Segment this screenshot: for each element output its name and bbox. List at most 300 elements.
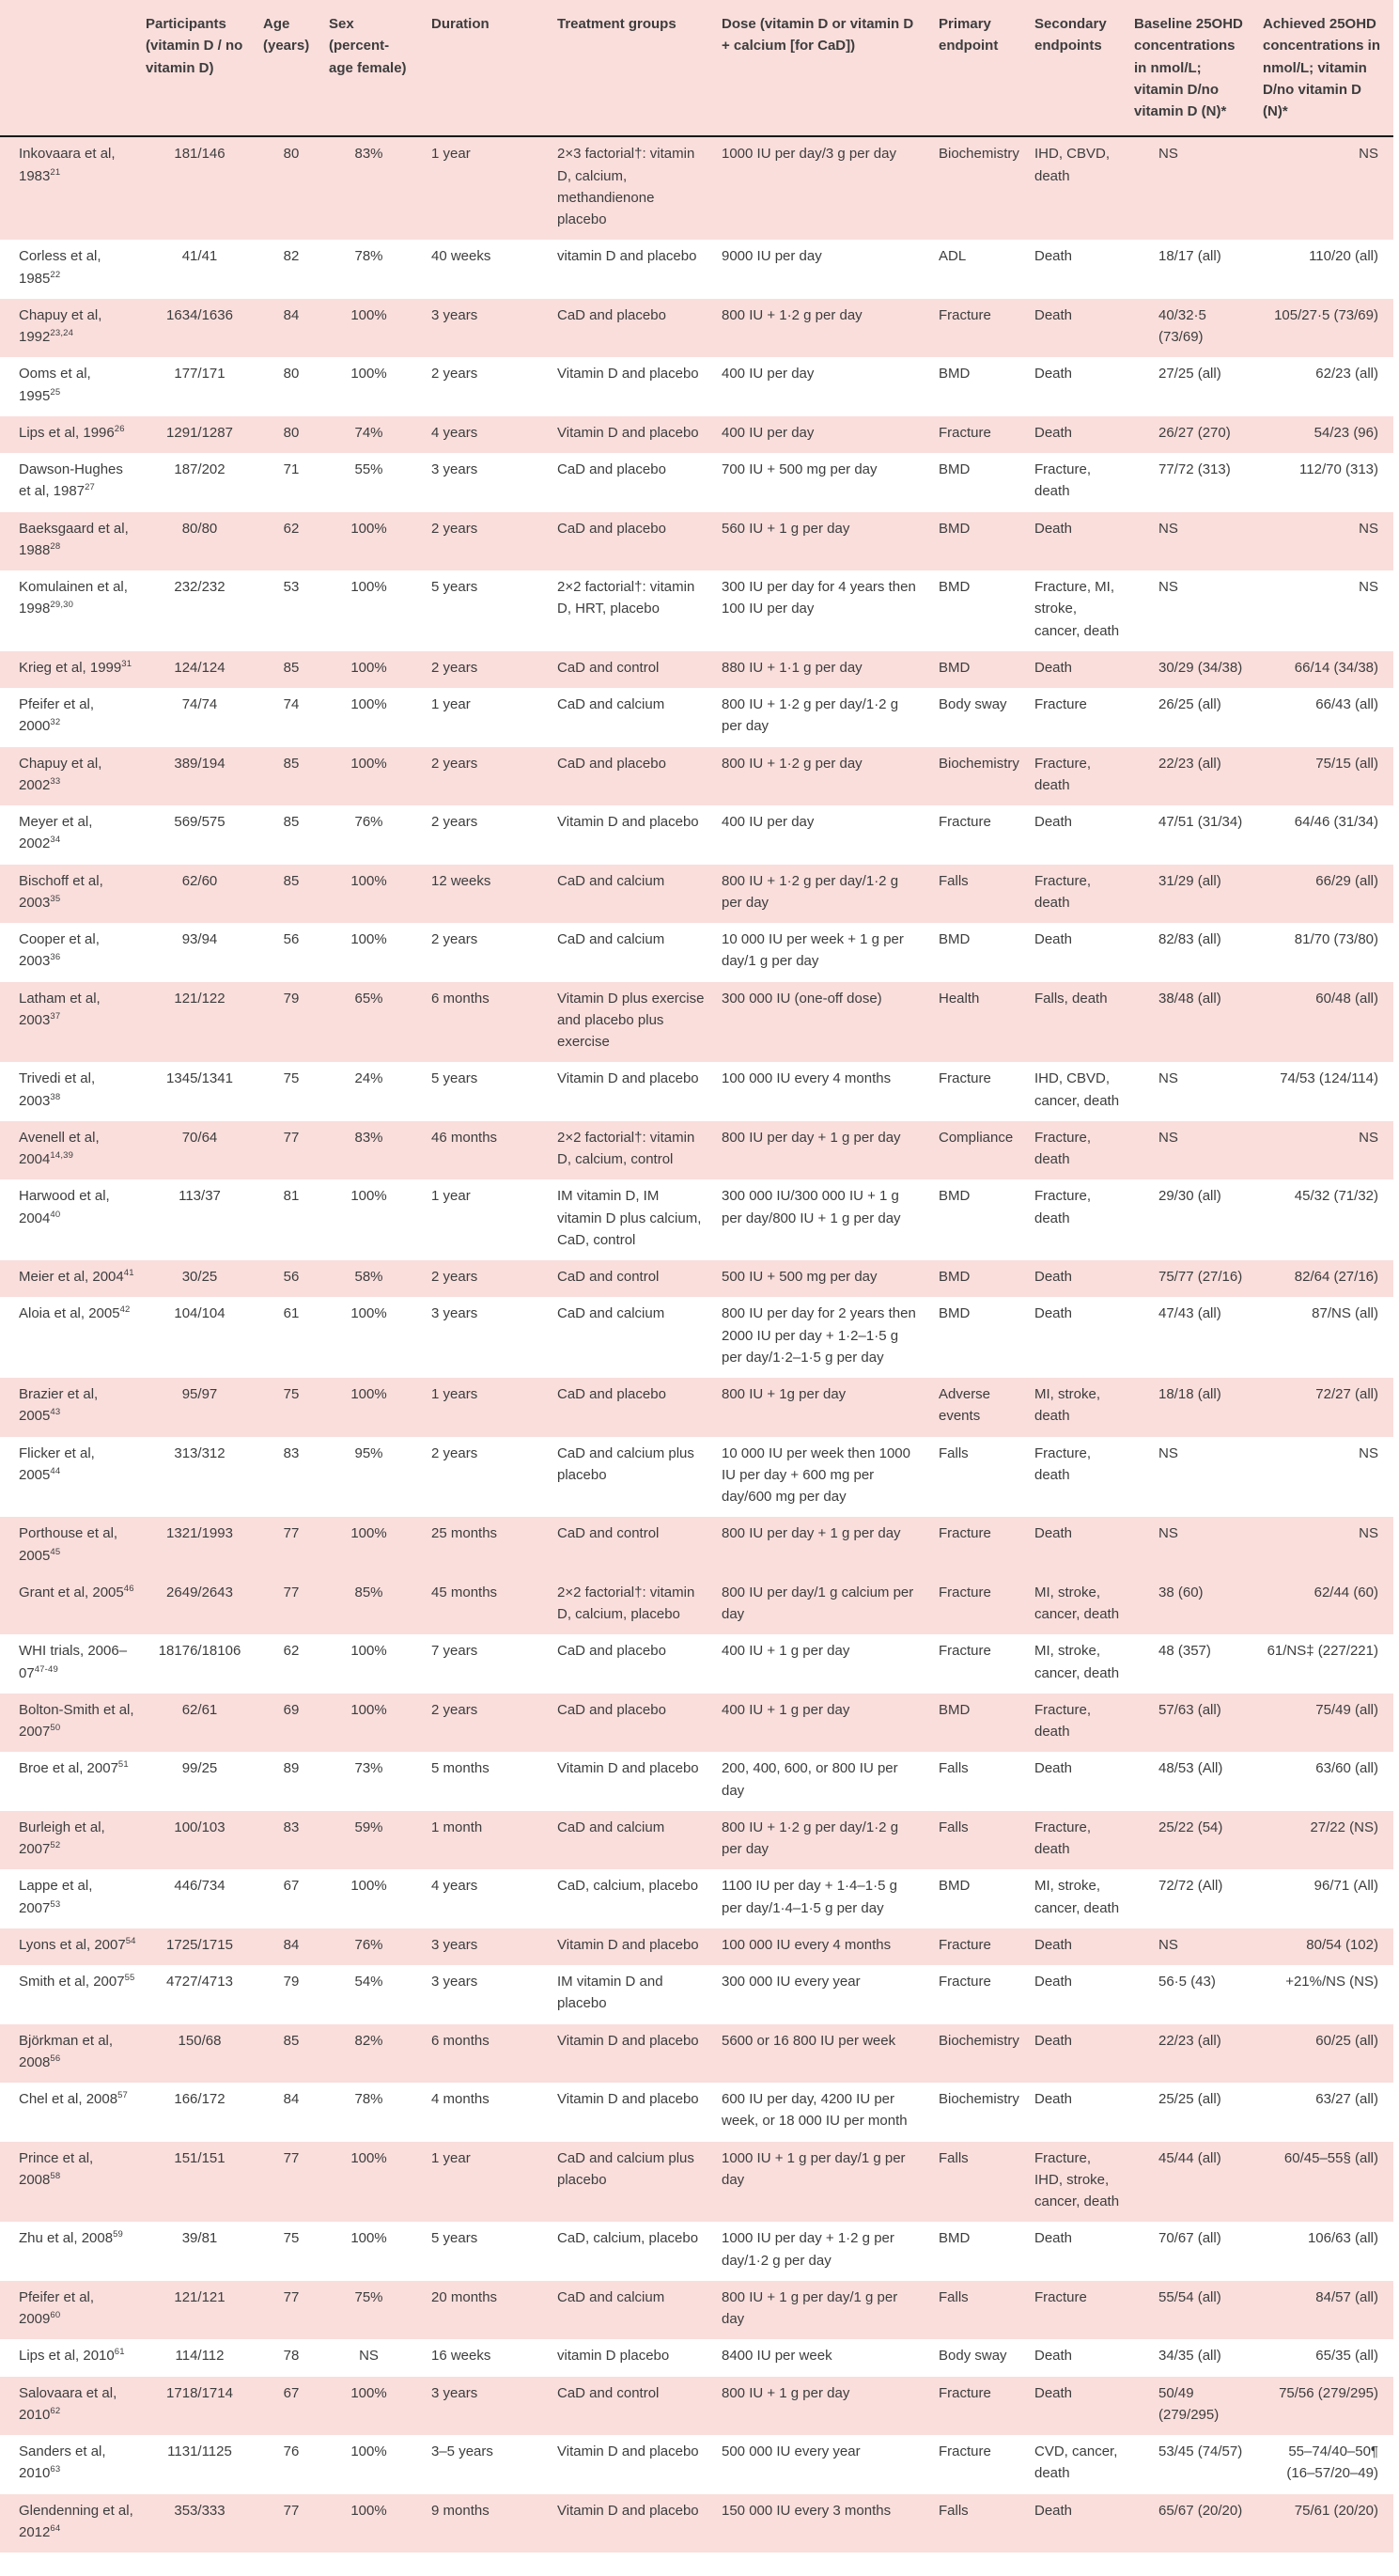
col-header-primary-endpoint: Primary endpoint [925,0,1031,136]
table-row [0,453,1393,512]
study-cell [0,1811,146,1870]
study-label: Aloia et al, 2005 [19,1305,120,1322]
study-label: Lips et al, 1996 [19,424,115,441]
achieved-25ohd-cell: 80/54 (102) [1306,1936,1378,1953]
dose-cell: 400 IU per day [722,424,815,441]
study-cell [0,805,146,865]
age-cell: 82 [283,248,300,265]
dose-cell: 800 IU + 1·2 g per day [722,306,863,323]
study-cell [0,865,146,924]
primary-endpoint-cell: BMD [939,931,971,947]
primary-endpoint-cell: Biochemistry [939,755,1019,772]
participants-cell: 99/25 [181,1760,218,1777]
reference-superscript: 31 [121,658,132,669]
dose-cell: 300 000 IU/300 000 IU + 1 g per day/800 IU + 1 g per day [722,1188,901,1226]
study-label: Chapuy et al, 2002 [19,755,102,793]
study-label: Avenell et al, 2004 [19,1129,100,1167]
table-row [0,1062,1393,1121]
primary-endpoint-cell: Falls [939,1819,969,1835]
dose-cell: 300 IU per day for 4 years then 100 IU per day [722,579,916,617]
reference-superscript: 34 [50,835,61,846]
primary-endpoint-cell: BMD [939,1701,971,1718]
col-header-baseline-25ohd: Baseline 25OHD concentrations in nmol/L; vitamin D/no vitamin D (N)* [1132,0,1259,136]
table-row [0,2222,1393,2281]
sex-cell: 78% [354,248,383,265]
treatment-groups-cell: IM vitamin D and placebo [557,1974,663,2012]
table-row [0,1378,1393,1437]
study-label: Latham et al, 2003 [19,990,101,1028]
study-cell [0,1869,146,1928]
duration-cell: 2 years [431,520,478,537]
study-label: Björkman et al, 2008 [19,2032,114,2070]
study-label: Dawson-Hughes et al, 1987 [19,461,123,500]
study-cell [0,570,146,651]
secondary-endpoints-cell: Fracture, death [1034,1444,1092,1483]
participants-cell: 151/151 [174,2149,225,2166]
baseline-25ohd-cell: 57/63 (all) [1158,1701,1221,1718]
baseline-25ohd-cell: NS [1158,1936,1178,1953]
dose-cell: 800 IU + 1·2 g per day/1·2 g per day [722,1819,899,1857]
table-row [0,2377,1393,2436]
baseline-25ohd-cell: 27/25 (all) [1158,366,1221,382]
treatment-groups-cell: Vitamin D and placebo [557,424,699,441]
baseline-25ohd-cell: 25/25 (all) [1158,2091,1221,2107]
achieved-25ohd-cell: 106/63 (all) [1307,2230,1378,2247]
sex-cell: 100% [350,579,387,595]
treatment-groups-cell: CaD and placebo [557,461,666,477]
duration-cell: 1 year [431,2149,471,2166]
sex-cell: NS [359,2348,379,2365]
secondary-endpoints-cell: Death [1034,1525,1073,1542]
secondary-endpoints-cell: Death [1034,248,1073,265]
secondary-endpoints-cell: Death [1034,2032,1073,2049]
duration-cell: 46 months [431,1129,498,1146]
achieved-25ohd-cell: 64/46 (31/34) [1294,814,1378,830]
baseline-25ohd-cell: NS [1158,520,1178,537]
baseline-25ohd-cell: 50/49 (279/295) [1158,2384,1220,2423]
study-label: Pfeifer et al, 2000 [19,696,95,735]
dose-cell: 800 IU per day + 1 g per day [722,1525,901,1542]
study-cell [0,240,146,299]
reference-superscript: 46 [123,1583,134,1594]
participants-cell: 2649/2643 [166,1584,233,1600]
study-cell [0,1752,146,1811]
duration-cell: 2 years [431,1269,478,1285]
study-label: Sanders et al, 2010 [19,2443,106,2482]
age-cell: 85 [283,872,300,889]
reference-superscript: 51 [117,1759,129,1771]
primary-endpoint-cell: Biochemistry [939,2091,1019,2107]
table-row [0,805,1393,865]
sex-cell: 100% [350,1701,387,1718]
participants-cell: 41/41 [181,248,218,265]
sex-cell: 100% [350,1525,387,1542]
sex-cell: 65% [354,990,383,1007]
secondary-endpoints-cell: Fracture, MI, stroke, cancer, death [1034,579,1120,639]
dose-cell: 880 IU + 1·1 g per day [722,659,863,676]
baseline-25ohd-cell: 55/54 (all) [1158,2288,1221,2305]
duration-cell: 3 years [431,1936,478,1953]
study-label: Smith et al, 2007 [19,1974,125,1990]
sex-cell: 100% [350,755,387,772]
achieved-25ohd-cell: NS [1359,520,1378,537]
age-cell: 80 [283,146,300,163]
achieved-25ohd-cell: 63/27 (all) [1315,2091,1378,2107]
duration-cell: 5 months [431,1760,490,1777]
achieved-25ohd-cell: 75/15 (all) [1315,755,1378,772]
duration-cell: 2 years [431,366,478,382]
duration-cell: 12 weeks [431,872,491,889]
reference-superscript: 56 [50,2053,61,2064]
participants-cell: 93/94 [181,931,218,947]
primary-endpoint-cell: BMD [939,520,971,537]
baseline-25ohd-cell: 53/45 (74/57) [1158,2443,1243,2459]
sex-cell: 100% [350,366,387,382]
reference-superscript: 22 [50,269,61,280]
age-cell: 61 [283,1305,300,1322]
table-row [0,1576,1393,1635]
study-label: Komulainen et al, 1998 [19,579,128,617]
age-cell: 56 [283,1269,300,1285]
participants-cell: 232/232 [174,579,225,595]
secondary-endpoints-cell: Death [1034,2230,1073,2247]
duration-cell: 7 years [431,1643,478,1660]
sex-cell: 100% [350,1305,387,1322]
sex-cell: 76% [354,814,383,830]
sex-cell: 83% [354,1129,383,1146]
age-cell: 78 [283,2348,300,2365]
table-row [0,357,1393,416]
sex-cell: 54% [354,1974,383,1990]
secondary-endpoints-cell: MI, stroke, death [1034,1386,1101,1425]
achieved-25ohd-cell: 96/71 (All) [1314,1878,1378,1895]
secondary-endpoints-cell: Death [1034,1974,1073,1990]
sex-cell: 58% [354,1269,383,1285]
primary-endpoint-cell: Fracture [939,814,991,830]
table-row [0,1517,1393,1576]
age-cell: 79 [283,1974,300,1990]
treatment-groups-cell: CaD and control [557,1269,660,1285]
dose-cell: 400 IU per day [722,814,815,830]
study-label: Glendenning et al, 2012 [19,2502,133,2540]
treatment-groups-cell: Vitamin D and placebo [557,2443,699,2459]
treatment-groups-cell: CaD, calcium, placebo [557,2230,699,2247]
secondary-endpoints-cell: Death [1034,2384,1073,2401]
dose-cell: 10 000 IU per week + 1 g per day/1 g per day [722,931,904,970]
primary-endpoint-cell: Health [939,990,980,1007]
participants-cell: 113/37 [179,1188,221,1205]
duration-cell: 2 years [431,755,478,772]
primary-endpoint-cell: Biochemistry [939,146,1019,163]
age-cell: 83 [283,1819,300,1835]
baseline-25ohd-cell: 45/44 (all) [1158,2149,1221,2166]
secondary-endpoints-cell: Fracture [1034,696,1087,712]
treatment-groups-cell: Vitamin D and placebo [557,814,699,830]
reference-superscript: 52 [50,1840,61,1850]
age-cell: 84 [283,1936,300,1953]
reference-superscript: 40 [50,1209,61,1220]
study-cell [0,1378,146,1437]
study-cell [0,2281,146,2340]
duration-cell: 20 months [431,2288,498,2305]
age-cell: 67 [283,2384,300,2401]
achieved-25ohd-cell: 84/57 (all) [1315,2288,1378,2305]
age-cell: 79 [283,990,300,1007]
reference-superscript: 54 [125,1935,136,1946]
primary-endpoint-cell: Fracture [939,424,991,441]
reference-superscript: 50 [50,1723,61,1733]
study-cell [0,1517,146,1576]
secondary-endpoints-cell: Falls, death [1034,990,1108,1007]
sex-cell: 55% [354,461,383,477]
achieved-25ohd-cell: 75/61 (20/20) [1294,2502,1378,2519]
treatment-groups-cell: CaD and calcium [557,2288,665,2305]
primary-endpoint-cell: Fracture [939,2384,991,2401]
participants-cell: 1725/1715 [166,1936,233,1953]
achieved-25ohd-cell: 66/14 (34/38) [1294,659,1378,676]
primary-endpoint-cell: Fracture [939,1974,991,1990]
age-cell: 84 [283,306,300,323]
age-cell: 84 [283,2091,300,2107]
reference-superscript: 43 [50,1407,61,1418]
table-row [0,1297,1393,1378]
participants-cell: 166/172 [174,2091,225,2107]
treatment-groups-cell: Vitamin D and placebo [557,1936,699,1953]
dose-cell: 9000 IU per day [722,248,822,265]
dose-cell: 10 000 IU per week then 1000 IU per day + 600 mg per day/600 mg per day [722,1444,910,1505]
duration-cell: 3 years [431,461,478,477]
achieved-25ohd-cell: 54/23 (96) [1314,424,1378,441]
secondary-endpoints-cell: Fracture, IHD, stroke, cancer, death [1034,2149,1120,2209]
table-row [0,923,1393,982]
duration-cell: 6 months [431,990,490,1007]
duration-cell: 4 years [431,424,478,441]
baseline-25ohd-cell: 48 (357) [1158,1643,1211,1660]
study-label: WHI trials, 2006–07 [19,1643,128,1681]
age-cell: 69 [283,1701,300,1718]
treatment-groups-cell: Vitamin D and placebo [557,1070,699,1087]
primary-endpoint-cell: Fracture [939,1525,991,1542]
participants-cell: 1131/1125 [167,2443,232,2459]
secondary-endpoints-cell: MI, stroke, cancer, death [1034,1584,1120,1622]
age-cell: 83 [283,1444,300,1461]
participants-cell: 121/121 [174,2288,225,2305]
baseline-25ohd-cell: 77/72 (313) [1158,461,1231,477]
secondary-endpoints-cell: Fracture, death [1034,1819,1092,1857]
primary-endpoint-cell: Falls [939,2502,969,2519]
sex-cell: 100% [350,696,387,712]
study-label: Ooms et al, 1995 [19,366,91,404]
secondary-endpoints-cell: Fracture, death [1034,1701,1092,1740]
secondary-endpoints-cell: Fracture, death [1034,1188,1092,1226]
sex-cell: 100% [350,872,387,889]
participants-cell: 80/80 [181,520,218,537]
baseline-25ohd-cell: 25/22 (54) [1158,1819,1223,1835]
treatment-groups-cell: CaD and placebo [557,1643,666,1660]
study-cell [0,651,146,688]
secondary-endpoints-cell: Death [1034,1760,1073,1777]
table-row [0,2024,1393,2084]
study-cell [0,1260,146,1297]
duration-cell: 45 months [431,1584,498,1600]
age-cell: 74 [283,696,300,712]
study-label: Trivedi et al, 2003 [19,1070,96,1109]
age-cell: 81 [283,1188,300,1205]
participants-cell: 446/734 [174,1878,225,1895]
study-label: Burleigh et al, 2007 [19,1819,105,1857]
participants-cell: 177/171 [174,366,225,382]
study-label: Flicker et al, 2005 [19,1444,95,1483]
study-cell [0,512,146,571]
sex-cell: 100% [350,2230,387,2247]
baseline-25ohd-cell: NS [1158,1070,1178,1087]
reference-superscript: 42 [119,1304,131,1316]
study-cell [0,2222,146,2281]
reference-superscript: 55 [124,1973,135,1983]
age-cell: 77 [283,1584,300,1600]
participants-cell: 569/575 [174,814,225,830]
treatment-groups-cell: CaD and calcium [557,1305,665,1322]
treatment-groups-cell: CaD and control [557,2384,660,2401]
duration-cell: 2 years [431,1444,478,1461]
achieved-25ohd-cell: 105/27·5 (73/69) [1274,306,1378,323]
reference-superscript: 61 [114,2347,125,2358]
study-label: Harwood et al, 2004 [19,1188,110,1226]
achieved-25ohd-cell: 75/49 (all) [1315,1701,1378,1718]
age-cell: 75 [283,1386,300,1402]
table-row [0,651,1393,688]
reference-superscript: 29,30 [50,600,74,611]
secondary-endpoints-cell: Death [1034,306,1073,323]
primary-endpoint-cell: Fracture [939,306,991,323]
participants-cell: 124/124 [174,659,225,676]
study-cell [0,2339,146,2376]
treatment-groups-cell: CaD and placebo [557,1701,666,1718]
duration-cell: 5 years [431,579,478,595]
primary-endpoint-cell: BMD [939,579,971,595]
reference-superscript: 32 [50,717,61,728]
baseline-25ohd-cell: NS [1158,1525,1178,1542]
sex-cell: 76% [354,1936,383,1953]
secondary-endpoints-cell: Fracture, death [1034,872,1092,911]
secondary-endpoints-cell: MI, stroke, cancer, death [1034,1643,1120,1681]
participants-cell: 1634/1636 [166,306,233,323]
reference-superscript: 28 [50,540,61,552]
col-header-duration: Duration [418,0,550,136]
reference-superscript: 14,39 [50,1150,74,1161]
duration-cell: 1 year [431,146,471,163]
age-cell: 77 [283,2149,300,2166]
table-row [0,1121,1393,1180]
baseline-25ohd-cell: 22/23 (all) [1158,2032,1221,2049]
table-row [0,2494,1393,2553]
col-header-participants: Participants (vitamin D / no vitamin D) [146,0,263,136]
achieved-25ohd-cell: 55–74/40–50¶ (16–57/20–49) [1286,2443,1378,2482]
treatment-groups-cell: CaD and placebo [557,520,666,537]
achieved-25ohd-cell: 60/45–55§ (all) [1283,2149,1378,2166]
primary-endpoint-cell: Falls [939,1760,969,1777]
duration-cell: 4 months [431,2091,490,2107]
dose-cell: 560 IU + 1 g per day [722,520,850,537]
secondary-endpoints-cell: Death [1034,659,1073,676]
duration-cell: 1 month [431,1819,483,1835]
duration-cell: 2 years [431,1701,478,1718]
participants-cell: 1345/1341 [166,1070,233,1087]
study-label: Meyer et al, 2002 [19,814,93,852]
col-header-treatment-groups: Treatment groups [550,0,714,136]
treatment-groups-cell: CaD and placebo [557,1386,666,1402]
dose-cell: 500 000 IU every year [722,2443,861,2459]
achieved-25ohd-cell: 81/70 (73/80) [1294,931,1378,947]
age-cell: 56 [283,931,300,947]
participants-cell: 62/61 [181,1701,218,1718]
dose-cell: 300 000 IU (one-off dose) [722,990,882,1007]
duration-cell: 1 year [431,1188,471,1205]
treatment-groups-cell: Vitamin D and placebo [557,1760,699,1777]
duration-cell: 16 weeks [431,2348,491,2365]
treatment-groups-cell: CaD and calcium [557,872,665,889]
study-label: Salovaara et al, 2010 [19,2384,117,2423]
duration-cell: 3 years [431,306,478,323]
achieved-25ohd-cell: 66/43 (all) [1315,696,1378,712]
baseline-25ohd-cell: 26/25 (all) [1158,696,1221,712]
baseline-25ohd-cell: 29/30 (all) [1158,1188,1221,1205]
table-row [0,1928,1393,1965]
secondary-endpoints-cell: Death [1034,1269,1073,1285]
achieved-25ohd-cell: NS [1359,1444,1378,1461]
participants-cell: 4727/4713 [166,1974,233,1990]
sex-cell: 100% [350,931,387,947]
study-cell [0,2024,146,2084]
baseline-25ohd-cell: 31/29 (all) [1158,872,1221,889]
primary-endpoint-cell: Adverse events [939,1386,991,1425]
primary-endpoint-cell: Falls [939,1444,969,1461]
dose-cell: 800 IU per day for 2 years then 2000 IU per day + 1·2–1·5 g per day/1·2–1·5 g per day [722,1305,916,1366]
baseline-25ohd-cell: NS [1158,579,1178,595]
study-label: Brazier et al, 2005 [19,1386,99,1425]
duration-cell: 4 years [431,1878,478,1895]
baseline-25ohd-cell: 38 (60) [1158,1584,1204,1600]
baseline-25ohd-cell: NS [1158,146,1178,163]
reference-superscript: 60 [50,2310,61,2320]
study-label: Krieg et al, 1999 [19,659,122,676]
duration-cell: 9 months [431,2502,490,2519]
table-row [0,1634,1393,1694]
reference-superscript: 21 [50,166,61,178]
duration-cell: 3–5 years [431,2443,493,2459]
sex-cell: 100% [350,659,387,676]
achieved-25ohd-cell: 62/23 (all) [1315,366,1378,382]
reference-superscript: 64 [50,2522,61,2534]
table-row [0,1869,1393,1928]
study-label: Corless et al, 1985 [19,248,101,287]
primary-endpoint-cell: ADL [939,248,967,265]
col-header-sex: Sex (percent-age female) [329,0,418,136]
study-cell [0,2494,146,2553]
sex-cell: 83% [354,146,383,163]
achieved-25ohd-cell: NS [1359,1525,1378,1542]
baseline-25ohd-cell: 65/67 (20/20) [1158,2502,1243,2519]
treatment-groups-cell: 2×3 factorial†: vitamin D, calcium, methandienone placebo [557,146,695,227]
age-cell: 77 [283,2288,300,2305]
dose-cell: 100 000 IU every 4 months [722,1070,892,1087]
reference-superscript: 41 [123,1268,134,1278]
sex-cell: 100% [350,2149,387,2166]
reference-superscript: 57 [117,2090,129,2100]
secondary-endpoints-cell: Fracture [1034,2288,1087,2305]
treatment-groups-cell: 2×2 factorial†: vitamin D, calcium, control [557,1129,695,1167]
reference-superscript: 35 [50,893,61,904]
